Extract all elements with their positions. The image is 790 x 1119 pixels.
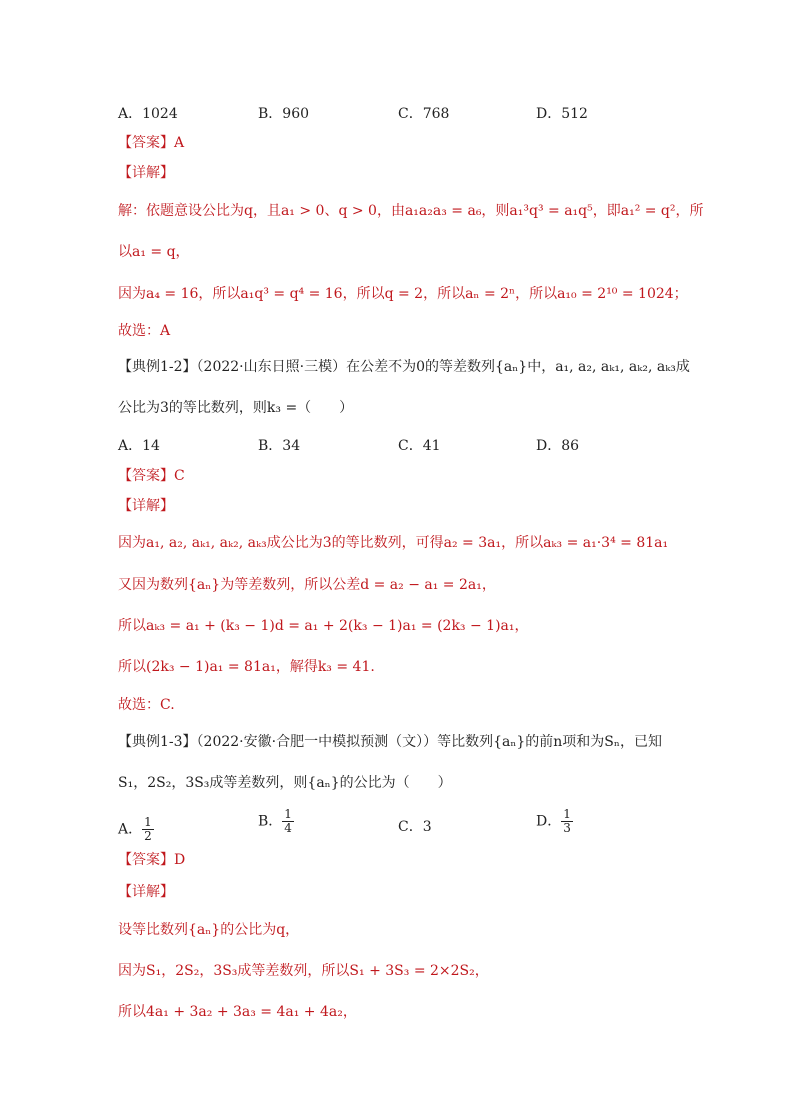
q2-solution-line-4: 所以(2k₃ − 1)a₁ = 81a₁，解得k₃ = 41.	[118, 659, 375, 675]
q3-solution-line-2: 因为S₁，2S₂，3S₃成等差数列，所以S₁ + 3S₃ = 2×2S₂，	[118, 963, 489, 979]
q3-option-b-denominator: 4	[284, 821, 292, 835]
q3-option-b	[258, 808, 294, 835]
q1-choose: 故选：A	[118, 323, 171, 339]
q3-option-b-fraction	[282, 808, 294, 835]
q1-solution-line-1: 解：依题意设公比为q，且a₁ > 0、q > 0，由a₁a₂a₃ = a₆，则a₁³q³ = a₁q⁵，即a₁² = q²，所	[118, 203, 704, 219]
q3-solution-line-3: 所以4a₁ + 3a₂ + 3a₃ = 4a₁ + 4a₂，	[118, 1004, 357, 1020]
q2-solution-line-2: 又因为数列{aₙ}为等差数列，所以公差d = a₂ − a₁ = 2a₁，	[118, 577, 496, 593]
q3-options	[118, 808, 678, 844]
q2-stem-line-1: 【典例1-2】（2022·山东日照·三模）在公差不为0的等差数列{aₙ}中，a₁, a₂, aₖ₁, aₖ₂, aₖ₃成	[118, 359, 690, 375]
q1-solution-line-2: 以a₁ = q，	[118, 244, 190, 260]
q2-solution-line-1: 因为a₁, a₂, aₖ₁, aₖ₂, aₖ₃成公比为3的等比数列，可得a₂ = 3a₁，所以aₖ₃ = a₁·3⁴ = 81a₁	[118, 535, 669, 551]
q3-stem-line-2: S₁，2S₂，3S₃成等差数列，则{aₙ}的公比为（ ）	[118, 775, 452, 791]
q3-option-d	[536, 808, 573, 835]
q3-option-a-numerator: 1	[144, 815, 152, 829]
q2-detail-label: 【详解】	[118, 498, 174, 514]
q1-options	[118, 103, 678, 125]
q3-option-a-prefix: A．	[118, 821, 143, 838]
q3-solution-line-1: 设等比数列{aₙ}的公比为q，	[118, 922, 300, 938]
q2-option-b: B．34	[258, 438, 301, 454]
q2-stem-line-2: 公比为3的等比数列，则k₃ =（ ）	[118, 400, 354, 416]
q3-option-c: C．3	[398, 819, 432, 835]
q3-detail-label: 【详解】	[118, 884, 174, 900]
q2-option-a: A．14	[118, 438, 160, 454]
q3-option-b-numerator: 1	[284, 807, 292, 821]
q1-answer: 【答案】A	[118, 135, 185, 151]
q3-option-d-denominator: 3	[563, 821, 571, 835]
q1-option-d: D．512	[536, 106, 588, 122]
q3-option-a-fraction	[142, 816, 154, 843]
q3-option-d-numerator: 1	[563, 807, 571, 821]
q3-option-d-prefix: D．	[536, 813, 562, 830]
q1-option-c: C．768	[398, 106, 450, 122]
q3-option-b-prefix: B．	[258, 813, 283, 830]
q2-options	[118, 435, 678, 457]
q1-detail-label: 【详解】	[118, 165, 174, 181]
q1-solution-line-3: 因为a₄ = 16，所以a₁q³ = q⁴ = 16，所以q = 2，所以aₙ = 2ⁿ，所以a₁₀ = 2¹⁰ = 1024；	[118, 286, 688, 302]
q2-solution-line-3: 所以aₖ₃ = a₁ + (k₃ − 1)d = a₁ + 2(k₃ − 1)a₁ = (2k₃ − 1)a₁，	[118, 618, 529, 634]
q3-option-a	[118, 816, 154, 843]
q2-choose: 故选：C.	[118, 697, 175, 713]
q3-option-a-denominator: 2	[144, 829, 152, 843]
q3-option-d-fraction	[561, 808, 573, 835]
q2-option-d: D．86	[536, 438, 580, 454]
q3-answer: 【答案】D	[118, 852, 186, 868]
q1-option-b: B．960	[258, 106, 310, 122]
q2-answer: 【答案】C	[118, 468, 185, 484]
q3-stem-line-1: 【典例1-3】（2022·安徽·合肥一中模拟预测（文））等比数列{aₙ}的前n项和为Sₙ，已知	[118, 734, 662, 750]
q1-option-a: A．1024	[118, 106, 178, 122]
q2-option-c: C．41	[398, 438, 441, 454]
